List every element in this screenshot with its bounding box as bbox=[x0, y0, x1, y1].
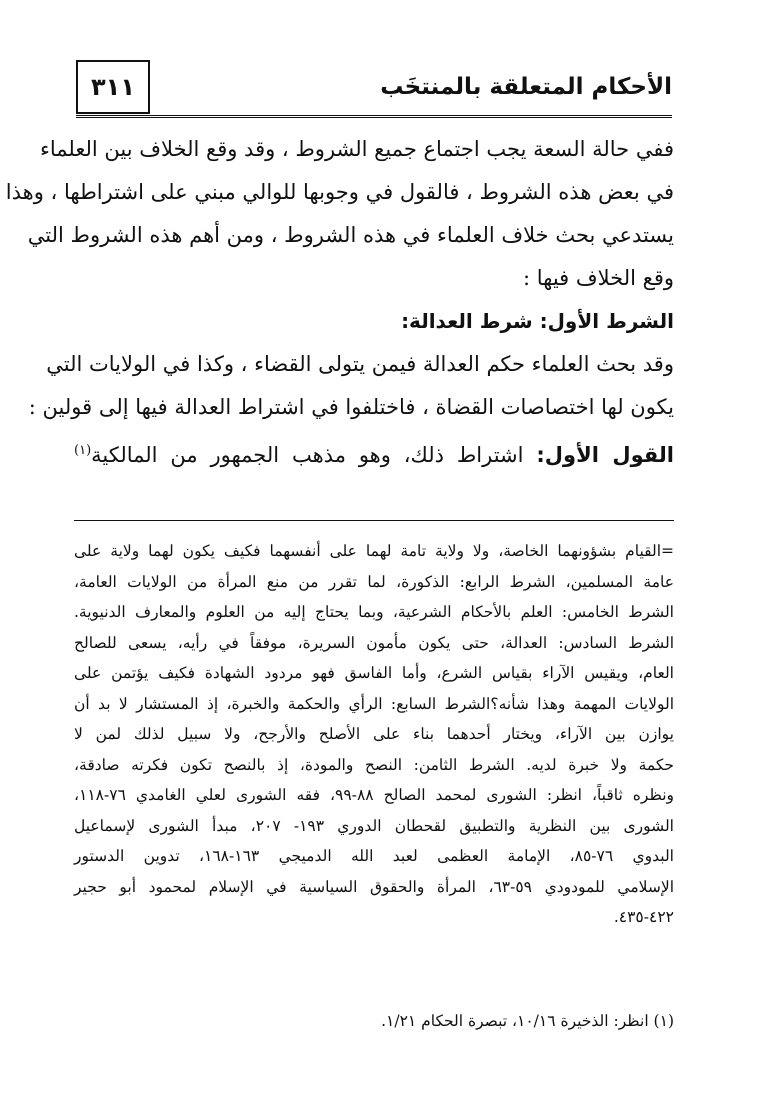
footnote-ref-1[interactable]: (١) bbox=[74, 443, 92, 458]
footnote-line-3: الشرط الخامس: العلم بالأحكام الشرعية، وبما يحتاج إليه من العلوم والمعارف الدنيوية. bbox=[74, 603, 674, 621]
section-heading: الشرط الأول: شرط العدالة: bbox=[401, 309, 674, 333]
footnote-line-12: الإسلامي للمودودي ٥٩-٦٣، المرأة والحقوق السياسية في الإسلام لمحمود أبو حجير bbox=[74, 877, 674, 896]
footnote-line-8: حكمة ولا خبرة لديه. الشرط الثامن: النصح والمودة، إذ بالنصح تكون فكرته صادقة، bbox=[74, 755, 674, 774]
footnote-line-9: ونظره ثاقباً، انظر: الشورى لمحمد الصالح ٨٨-٩٩، فقه الشورى لعلي الغامدي ٧٦-١١٨، bbox=[74, 786, 674, 804]
body-line-6: يكون لها اختصاصات القضاة ، فاختلفوا في اشتراط العدالة فيها إلى قولين : bbox=[28, 395, 674, 419]
first-opinion-label: القول الأول: bbox=[536, 443, 674, 467]
footnote-line-13: ٤٢٢-٤٣٥. bbox=[613, 908, 674, 926]
footnote-separator bbox=[74, 520, 674, 521]
body-line-3: يستدعي بحث خلاف العلماء في هذه الشروط ، ومن أهم هذه الشروط التي bbox=[27, 223, 674, 247]
header-divider bbox=[76, 115, 672, 118]
first-opinion-line bbox=[74, 429, 674, 472]
first-opinion-text: اشتراط ذلك، وهو مذهب الجمهور من المالكية bbox=[91, 443, 524, 467]
footnote-line-10: الشورى بين النظرية والتطبيق لقحطان الدوري ١٩٣- ٢٠٧، مبدأ الشورى لإسماعيل bbox=[74, 816, 674, 835]
footnote-line-7: يوازن بين الآراء، ويختار أحدهما بناء على الأصلح والأرجح، ولا سبيل لذلك لمن لا bbox=[74, 725, 674, 743]
footnote-line-1: =القيام بشؤونهما الخاصة، ولا ولاية تامة لهما على أنفسهما فكيف يكون لهما ولاية على bbox=[74, 542, 674, 560]
body-line-1: ففي حالة السعة يجب اجتماع جميع الشروط ، وقد وقع الخلاف بين العلماء bbox=[40, 137, 674, 161]
body-line-5: وقد بحث العلماء حكم العدالة فيمن يتولى القضاء ، وكذا في الولايات التي bbox=[46, 352, 674, 376]
footnote-line-2: عامة المسلمين، الشرط الرابع: الذكورة، لما تقرر من منع المرأة من الولايات العامة، bbox=[74, 572, 674, 591]
footnote-line-4: الشرط السادس: العدالة، حتى يكون مأمون السريرة، موفقاً في رأيه، يسعى للصالح bbox=[74, 633, 674, 652]
body-line-2: في بعض هذه الشروط ، فالقول في وجوبها للوالي مبني على اشتراطها ، وهذا bbox=[5, 180, 674, 204]
footnotes-block bbox=[74, 536, 674, 933]
footnote-line-5: العام، ويقيس الآراء بقياس الشرع، وأما الفاسق فهو مردود الشهادة فكيف يؤتمن على bbox=[74, 664, 674, 682]
body-line-4: وقع الخلاف فيها : bbox=[523, 266, 674, 290]
page-number: ٣١١ bbox=[76, 60, 150, 114]
page-header bbox=[76, 60, 672, 118]
footnote-line-11: البدوي ٧٦-٨٥، الإمامة العظمى لعبد الله الدميجي ١٦٣-١٦٨، تدوين الدستور bbox=[74, 847, 674, 865]
footnote-line-6: الولايات المهمة وهذا شأنه؟الشرط السابع: الرأي والحكمة والخبرة، إذ المستشار لا بد أن bbox=[74, 694, 674, 713]
running-title: الأحكام المتعلقة بالمنتخَب bbox=[380, 74, 672, 100]
main-text bbox=[5, 128, 674, 472]
footnote-1: (١) انظر: الذخيرة ١٠/١٦، تبصرة الحكام ١/٢١. bbox=[381, 1012, 674, 1030]
